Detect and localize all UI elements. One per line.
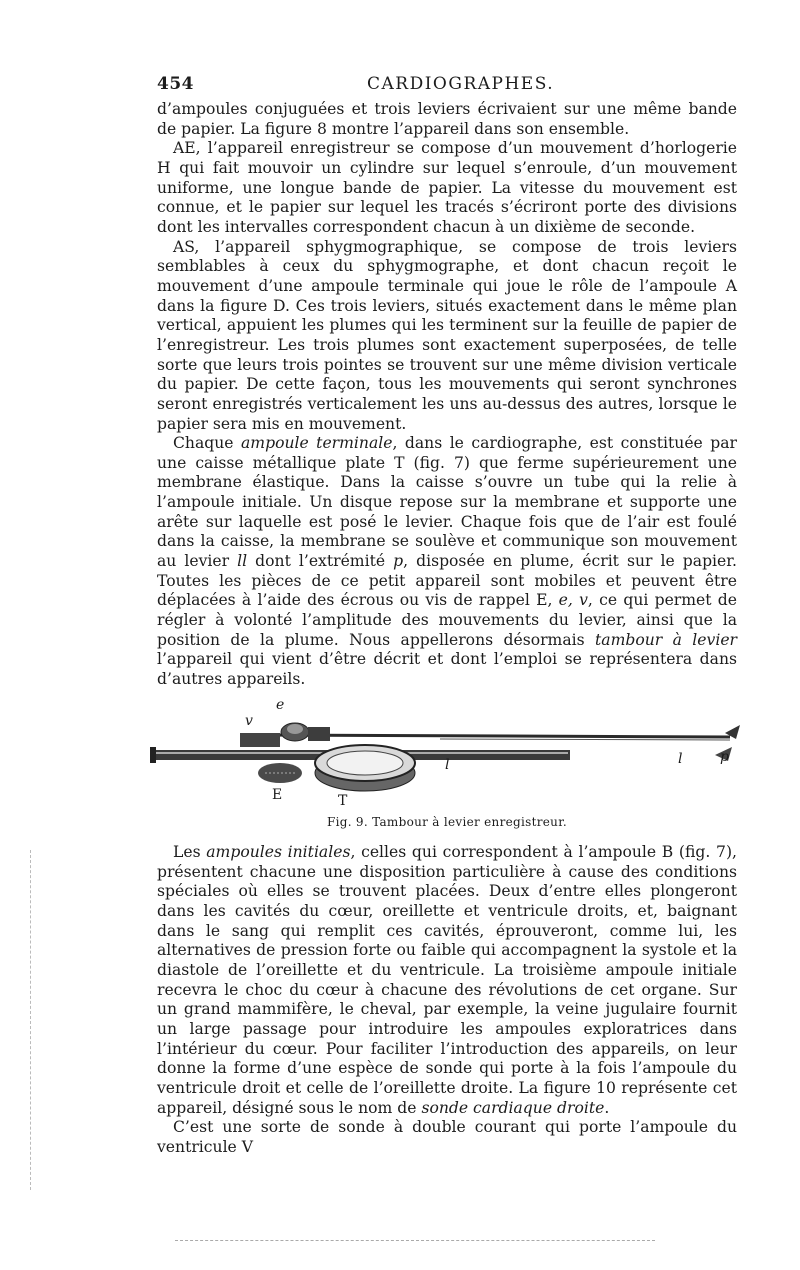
italic-term: tambour à levier (595, 630, 737, 649)
figure-9-illustration (140, 695, 750, 810)
italic-term: e, v (558, 591, 588, 610)
text-run: l’appareil qui vient d’être décrit et dont l’emploi se représentera dans d’autres appareils. (157, 650, 737, 689)
scan-bottom-noise (175, 1240, 655, 1241)
label-T: T (338, 793, 348, 809)
drum-disc (327, 751, 403, 775)
text-run: , ce qui permet de régler à volonté l’amplitude des mouvements du levier, ainsi que la position de la plume. Nous appellerons désormais (157, 591, 738, 649)
paragraph-5 (157, 843, 737, 1118)
text-run: Chaque (173, 434, 241, 453)
text-run: , disposée en plume, écrit sur le papier. Toutes les pièces de ce petit appareil sont mobiles et peuvent être déplacées à l’aide des écrous ou vis de rappel E, (157, 552, 737, 610)
paragraph-1: d’ampoules conjuguées et trois leviers écrivaient sur une même bande de papier. La figure 8 montre l’appareil dans son ensemble. (157, 100, 737, 138)
text-run: , celles qui correspondent à l’ampoule B (fig. 7), présentent chacune une disposition particulière à cause des conditions spéciales où elles se trouvent placées. Deux d’entre elles plongeront dans les cavités du cœur, oreillette et ventricule droits, et, baignant dans le sang qui remplit ces cavités, éprouveront, comme lui, les alternatives de pression forte ou faible qui accompagnent la systole et la diastole de l’oreillette et du ventricule. La troisième ampoule initiale recevra le choc du cœur à chacune des révolutions de cet organe. Sur un grand mammifère, le cheval, par exemple, la veine jugulaire fournit un large passage pour introduire les ampoules exploratrices dans l’intérieur du cœur. Pour faciliter l’introduction des appareils, on leur donne la forme d’une espèce de sonde qui porte à la fois l’ampoule du ventricule droit et celle de l’oreillette droite. La figure 10 représente cet appareil, désigné sous le nom de (157, 843, 737, 1117)
text-run: Les (173, 843, 207, 861)
text-block-top (157, 100, 737, 690)
screw-block (240, 733, 280, 747)
scan-margin-marks (30, 850, 43, 1190)
gear-e (258, 763, 302, 783)
paragraph-2: AE, l’appareil enregistreur se compose d’un mouvement d’horlogerie H qui fait mouvoir un cylindre sur lequel s’enroule, d’un mouvement uniforme, une longue bande de papier. La vitesse du mouvement est connue, et le papier sur lequel les tracés s’écriront porte des divisions dont les intervalles correspondent chacun à un dixième de seconde. (157, 139, 737, 236)
nut-top (287, 724, 303, 734)
italic-term: ampoules initiales (206, 843, 351, 861)
label-v: v (245, 713, 253, 729)
italic-term: ll (237, 552, 248, 571)
label-E: E (272, 787, 283, 803)
label-p: p (720, 749, 729, 765)
page-header (157, 74, 737, 98)
italic-term: p (393, 552, 404, 571)
text-run: , dans le cardiographe, est constituée par une caisse métallique plate T (fig. 7) que ferme supérieurement une membrane élastique. Dans la caisse s’ouvre un tube qui la relie à l’ampoule initiale. Un disque repose sur la membrane et supporte une arête sur laquelle est posé le levier. Chaque fois que de l’air est foulé dans la caisse, la membrane se soulève et communique son mouvement au levier (157, 434, 737, 571)
clamp (308, 727, 330, 741)
lever-arm (260, 735, 730, 737)
label-l2: l (678, 751, 683, 767)
text-block-bottom (157, 843, 737, 1158)
label-e: e (276, 697, 285, 713)
rod-end (150, 747, 156, 763)
figure-caption: Fig. 9. Tambour à levier enregistreur. (326, 815, 568, 829)
tambour-drawing (140, 695, 750, 810)
label-l1: l (445, 757, 450, 773)
running-title: CARDIOGRAPHES. (367, 74, 555, 94)
text-run: dont l’extrémité (247, 552, 394, 571)
paragraph-6: C’est une sorte de sonde à double courant qui porte l’ampoule du ventricule V (157, 1118, 737, 1156)
paragraph-3: AS, l’appareil sphygmographique, se compose de trois leviers semblables à ceux du sphygmographe, et dont chacun reçoit le mouvement d’une ampoule terminale qui joue le rôle de l’ampoule A dans la figure D. Ces trois leviers, situés exactement dans le même plan vertical, appuient les plumes qui les terminent sur la feuille de papier de l’enregistreur. Les trois plumes sont exactement superposées, de telle sorte que leurs trois pointes se trouvent sur une même division verticale du papier. De cette façon, tous les mouvements qui seront synchrones seront enregistrés verticalement les uns au-dessus des autres, lorsque le papier sera mis en mouvement. (157, 237, 737, 433)
italic-term: sonde cardiaque droite (421, 1098, 605, 1117)
italic-term: ampoule terminale (241, 434, 393, 453)
lever-arm-lower (440, 739, 730, 740)
text-run: . (604, 1098, 610, 1117)
paragraph-4 (157, 434, 737, 690)
page-number: 454 (157, 74, 194, 94)
